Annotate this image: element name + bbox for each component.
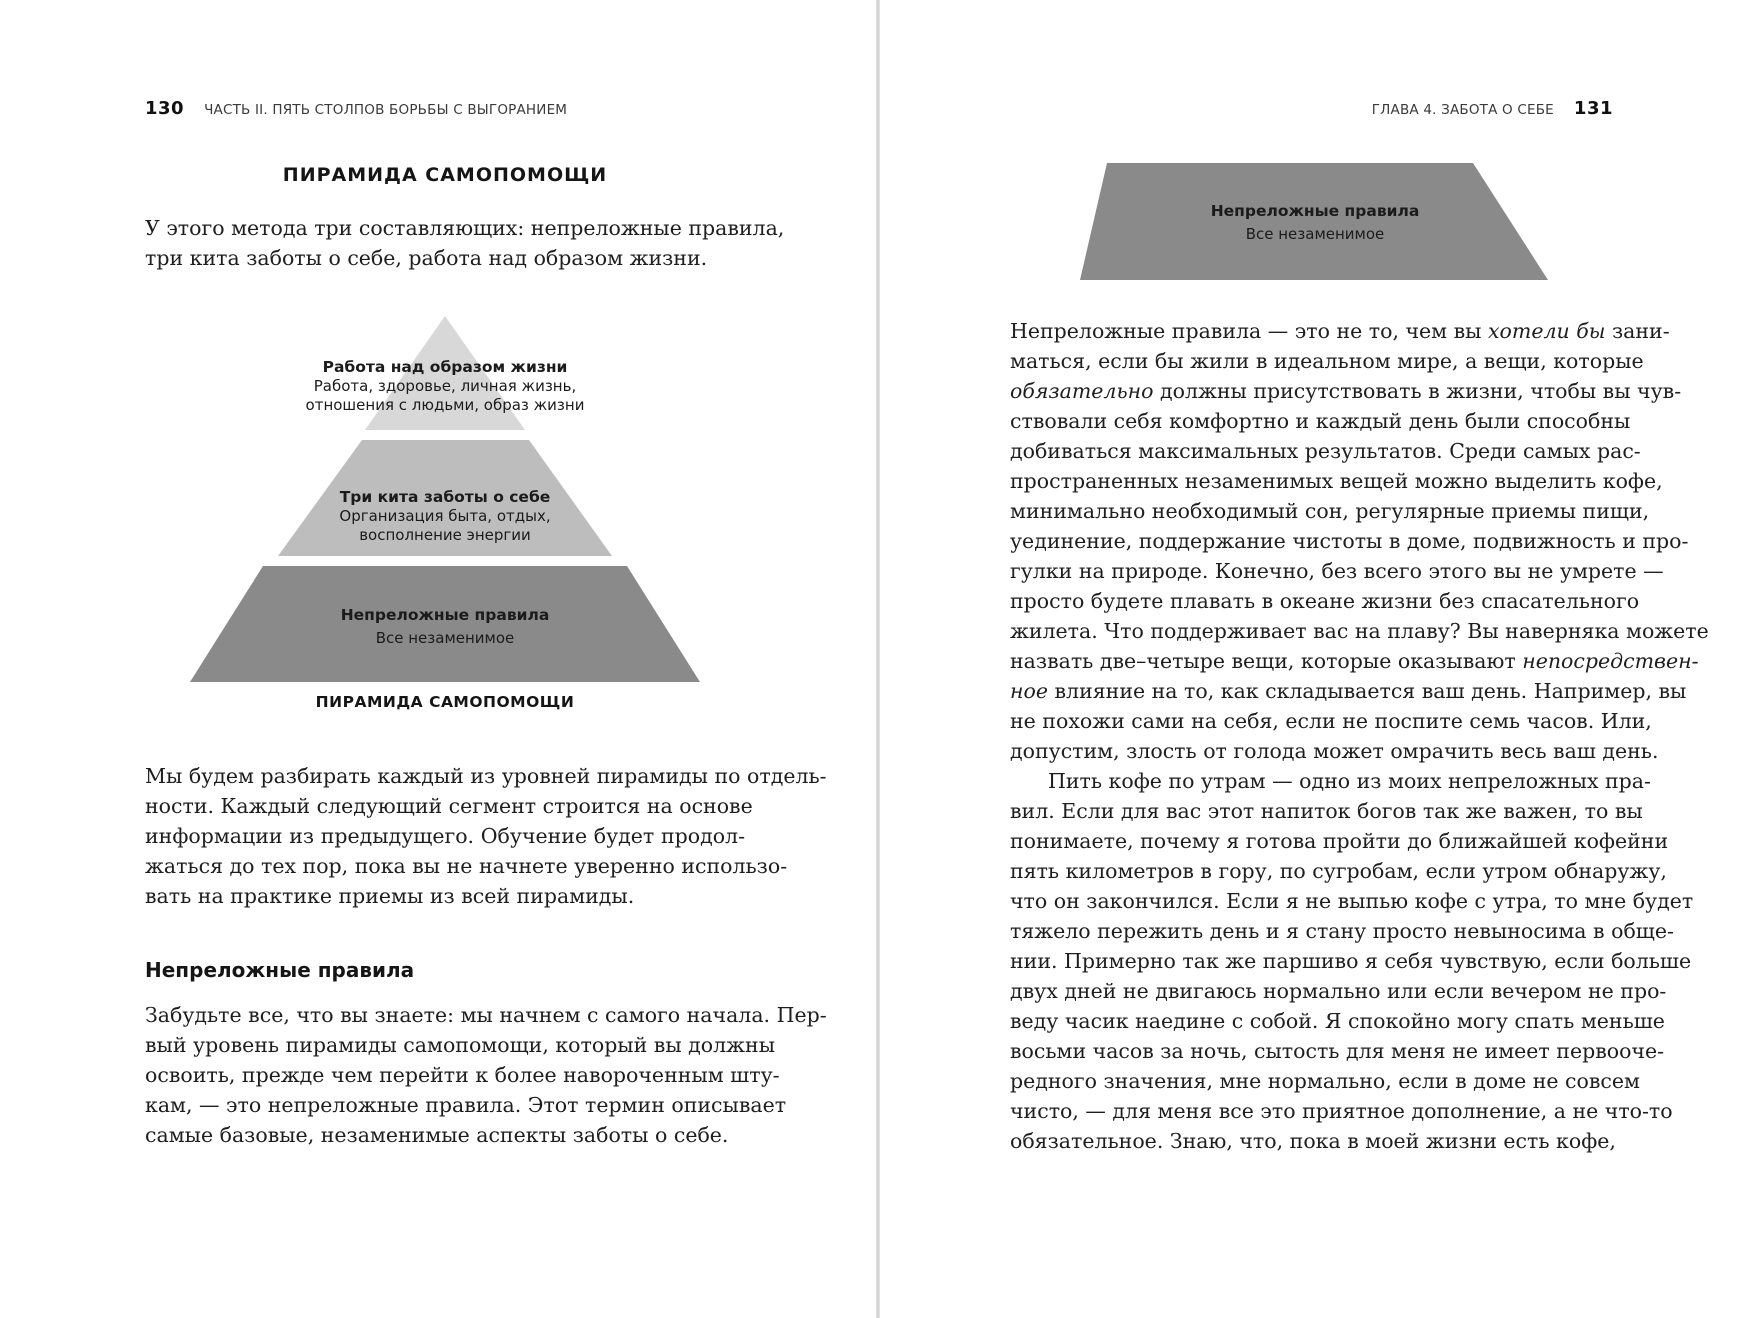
text-line: чисто, — для меня все это приятное дополнение, а не что-то bbox=[1010, 1099, 1673, 1123]
text-line: вил. Если для вас этот напиток богов так же важен, то вы bbox=[1010, 799, 1643, 823]
text-line: самые базовые, незаменимые аспекты заботы о себе. bbox=[145, 1123, 729, 1147]
emphasis: обязательно bbox=[1010, 379, 1154, 403]
text-line: Мы будем разбирать каждый из уровней пирамиды по отдель- bbox=[145, 764, 827, 788]
tier-subtitle: восполнение энергии bbox=[359, 526, 531, 544]
text-line: пространенных незаменимых вещей можно выделить кофе, bbox=[1010, 469, 1663, 493]
text-line: не похожи сами на себя, если не поспите семь часов. Или, bbox=[1010, 709, 1652, 733]
text-line: ствовали себя комфортно и каждый день были способны bbox=[1010, 409, 1631, 433]
text-line: вый уровень пирамиды самопомощи, который вы должны bbox=[145, 1033, 776, 1057]
figure-title: Непреложные правила bbox=[1210, 202, 1420, 220]
text-line: маться, если бы жили в идеальном мире, а вещи, которые bbox=[1010, 349, 1644, 373]
figure-caption: ПИРАМИДА САМОПОМОЩИ bbox=[315, 693, 575, 711]
running-head-text: ЧАСТЬ II. ПЯТЬ СТОЛПОВ БОРЬБЫ С ВЫГОРАНИЕМ bbox=[204, 102, 568, 118]
text-run: должны присутствовать в жизни, чтобы вы чув- bbox=[1153, 379, 1682, 403]
text-line: тяжело пережить день и я стану просто невыносима в обще- bbox=[1010, 919, 1674, 943]
text-line: обязательное. Знаю, что, пока в моей жизни есть кофе, bbox=[1010, 1129, 1616, 1153]
right-page bbox=[880, 0, 1756, 1318]
subheading: Непреложные правила bbox=[145, 958, 415, 982]
paragraph-coffee bbox=[1010, 766, 1694, 1156]
paragraph-levels bbox=[145, 761, 827, 911]
text-line bbox=[1010, 676, 1687, 706]
text-line: У этого метода три составляющих: непреложные правила, bbox=[145, 216, 785, 240]
text-line: добиваться максимальных результатов. Среди самых рас- bbox=[1010, 439, 1641, 463]
text-line: освоить, прежде чем перейти к более навороченным шту- bbox=[145, 1063, 780, 1087]
text-line: жилета. Что поддерживает вас на плаву? Вы наверняка можете bbox=[1010, 619, 1709, 643]
text-line: пять километров в гору, по сугробам, если утром обнаружу, bbox=[1010, 859, 1667, 883]
tier-title: Работа над образом жизни bbox=[322, 358, 568, 376]
text-line: редного значения, мне нормально, если в доме не совсем bbox=[1010, 1069, 1640, 1093]
page-number: 130 bbox=[145, 98, 185, 119]
text-line: вать на практике приемы из всей пирамиды. bbox=[145, 884, 635, 908]
text-line: информации из предыдущего. Обучение будет продол- bbox=[145, 824, 745, 848]
pyramid-tier-middle-label bbox=[245, 487, 645, 545]
pyramid-tier-top-label bbox=[245, 357, 645, 415]
tier-subtitle: Все незаменимое bbox=[375, 629, 515, 647]
text-line: Пить кофе по утрам — одно из моих непреложных пра- bbox=[1048, 769, 1651, 793]
emphasis: хотели бы bbox=[1488, 319, 1606, 343]
tier-subtitle: Работа, здоровье, личная жизнь, bbox=[313, 377, 577, 395]
text-line: что он закончился. Если я не выпью кофе с утра, то мне будет bbox=[1010, 889, 1694, 913]
page-number: 131 bbox=[1573, 98, 1613, 119]
text-line: восьми часов за ночь, сытость для меня не имеет первооче- bbox=[1010, 1039, 1665, 1063]
text-line bbox=[1010, 376, 1682, 406]
text-line bbox=[1010, 316, 1670, 346]
text-line: уединение, поддержание чистоты в доме, подвижность и про- bbox=[1010, 529, 1689, 553]
text-line: просто будете плавать в океане жизни без спасательного bbox=[1010, 589, 1640, 613]
text-run: зани- bbox=[1605, 319, 1670, 343]
text-line: двух дней не двигаюсь нормально или если вечером не про- bbox=[1010, 979, 1667, 1003]
trapezoid-label bbox=[1090, 201, 1540, 244]
text-run: назвать две–четыре вещи, которые оказывают bbox=[1010, 649, 1523, 673]
text-line: Забудьте все, что вы знаете: мы начнем с самого начала. Пер- bbox=[145, 1003, 827, 1027]
text-line: нии. Примерно так же паршиво я себя чувствую, если больше bbox=[1010, 949, 1692, 973]
text-run: влияние на то, как складывается ваш день. Например, вы bbox=[1047, 679, 1687, 703]
paragraph-forget bbox=[145, 1000, 827, 1150]
text-line: понимаете, почему я готова пройти до ближайшей кофейни bbox=[1010, 829, 1669, 853]
pyramid-tier-bottom-label bbox=[245, 605, 645, 648]
text-run: Непреложные правила — это не то, чем вы bbox=[1010, 319, 1488, 343]
tier-title: Три кита заботы о себе bbox=[339, 488, 551, 506]
rules-trapezoid-diagram bbox=[880, 0, 1756, 300]
figure-subtitle: Все незаменимое bbox=[1245, 225, 1385, 243]
text-line: гулки на природе. Конечно, без всего этого вы не умрете — bbox=[1010, 559, 1664, 583]
tier-title: Непреложные правила bbox=[340, 606, 550, 624]
text-line: минимально необходимый сон, регулярные приемы пищи, bbox=[1010, 499, 1650, 523]
section-title: ПИРАМИДА САМОПОМОЩИ bbox=[282, 164, 608, 186]
paragraph-rules-definition bbox=[1010, 316, 1709, 766]
text-line: кам, — это непреложные правила. Этот термин описывает bbox=[145, 1093, 787, 1117]
running-head-text: ГЛАВА 4. ЗАБОТА О СЕБЕ bbox=[1371, 102, 1554, 118]
tier-subtitle: отношения с людьми, образ жизни bbox=[305, 396, 585, 414]
text-line: веду часик наедине с собой. Я спокойно могу спать меньше bbox=[1010, 1009, 1665, 1033]
left-page bbox=[0, 0, 876, 1318]
text-line: три кита заботы о себе, работа над образом жизни. bbox=[145, 246, 708, 270]
text-line bbox=[1010, 646, 1699, 676]
tier-subtitle: Организация быта, отдых, bbox=[339, 507, 551, 525]
emphasis: непосредствен- bbox=[1522, 649, 1699, 673]
emphasis: ное bbox=[1010, 679, 1048, 703]
text-line: жаться до тех пор, пока вы не начнете уверенно использо- bbox=[145, 854, 788, 878]
text-line: ности. Каждый следующий сегмент строится на основе bbox=[145, 794, 753, 818]
text-line: допустим, злость от голода может омрачить весь ваш день. bbox=[1010, 739, 1659, 763]
